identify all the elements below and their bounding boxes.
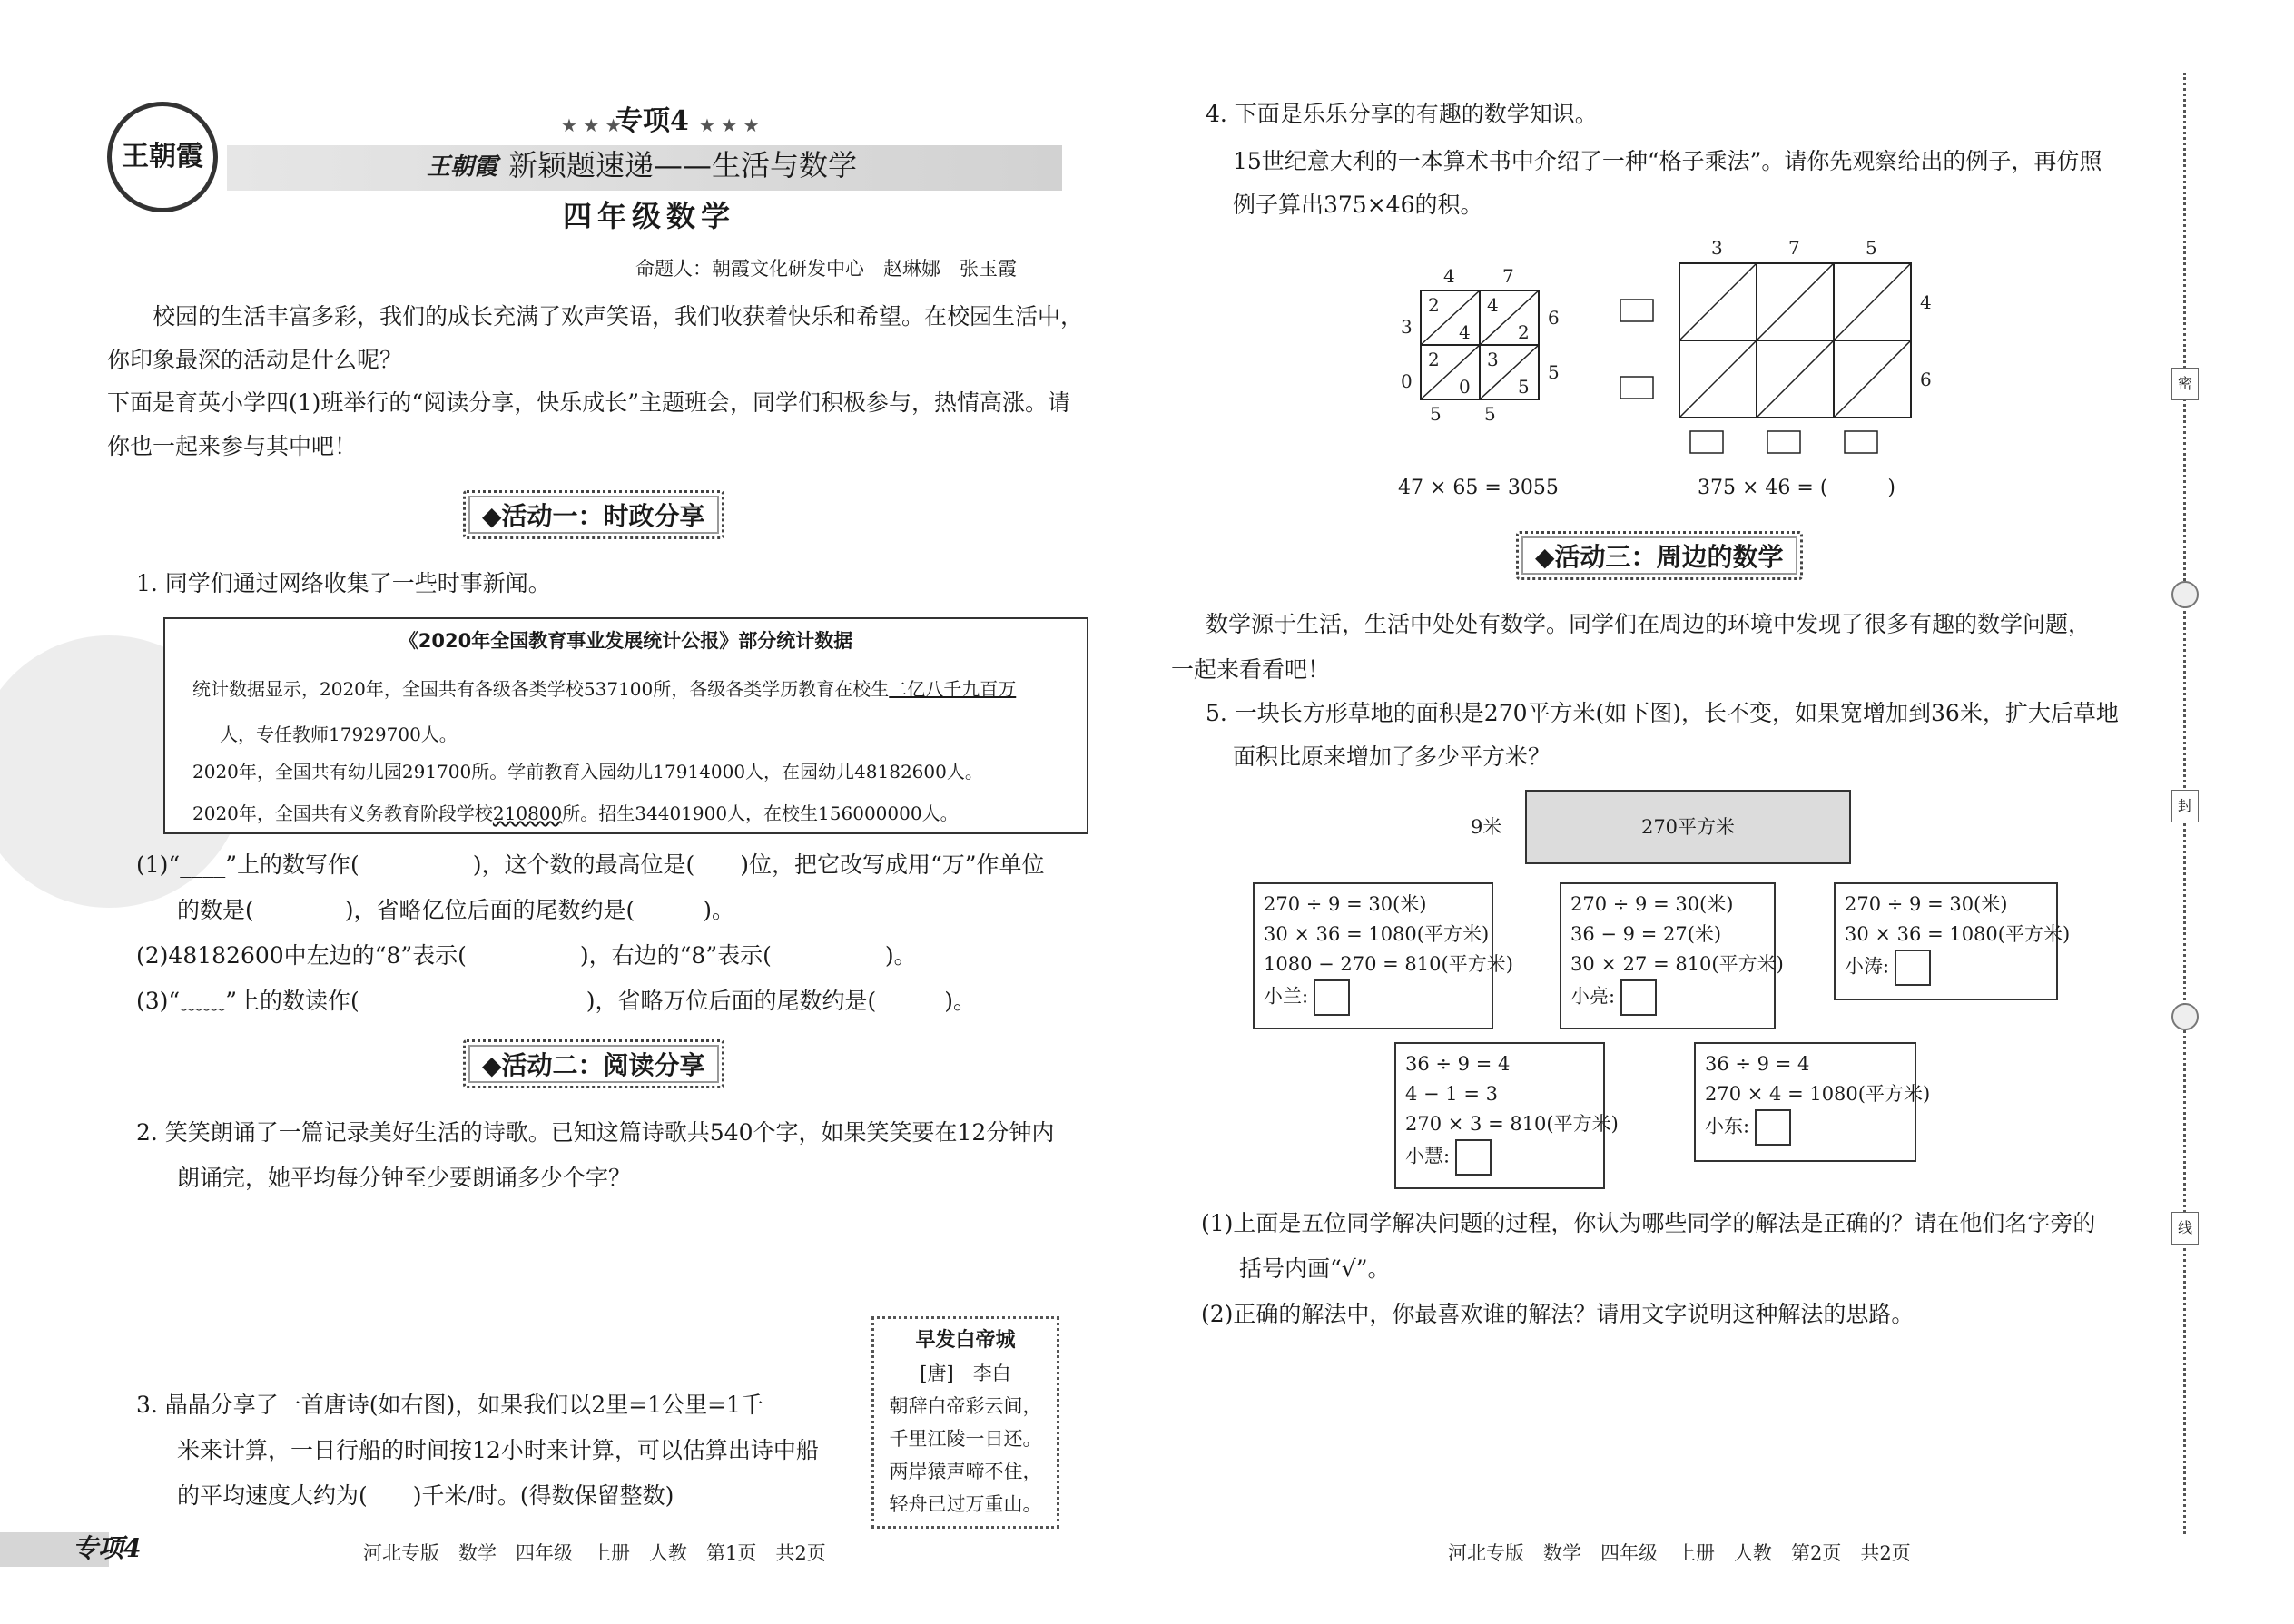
brand-small: 王朝霞 (427, 153, 498, 181)
solution-line: 30 × 36 = 1080(平方米) (1264, 923, 1490, 945)
lattice-blank-top-digit: 3 (1711, 237, 1723, 259)
news-item-3 (192, 799, 959, 825)
solution-line: 270 ÷ 9 = 30(米) (1570, 893, 1734, 915)
lattice-bottom-digit: 5 (1484, 403, 1496, 425)
poem-title: 早发白帝城 (915, 1329, 1016, 1352)
lattice-example (1384, 259, 1584, 440)
news-item-1-text-2: 人，专任教师17929700人。 (220, 723, 458, 745)
student-name: 小涛: (1845, 955, 1890, 978)
lattice-right-digit: 6 (1548, 307, 1560, 329)
solution-line: 1080 − 270 = 810(平方米) (1264, 953, 1513, 975)
grass-rectangle (1525, 790, 1851, 864)
poem-box (871, 1316, 1059, 1529)
student-name: 小兰: (1264, 985, 1309, 1008)
footer-topic: 专项4 (73, 1533, 142, 1563)
lattice-left-digit: 3 (1401, 316, 1413, 338)
question-5b: 面积比原来增加了多少平方米？ (1233, 743, 1551, 770)
lattice-cell-digit: 2 (1428, 349, 1440, 370)
solution-name-row (1264, 979, 1482, 1016)
activity-2-title: ◆活动二：阅读分享 (463, 1039, 724, 1088)
solution-box (1253, 882, 1513, 1029)
lattice-top-digit: 7 (1502, 265, 1514, 287)
solution-name-row (1570, 979, 1765, 1016)
series-title: 新颖题速递——生活与数学 (508, 148, 858, 182)
answer-checkbox[interactable] (1455, 1139, 1492, 1176)
news-item-3-text-2: 所。招生34401900人，在校生156000000人。 (562, 802, 959, 824)
question-4a: 4. 下面是乐乐分享的有趣的数学知识。 (1206, 101, 1598, 127)
news-item-1-text: 统计数据显示，2020年，全国共有各级各类学校537100所，各级各类学历教育在校生 (192, 678, 890, 700)
solution-line: 30 × 27 = 810(平方米) (1570, 953, 1784, 975)
student-name: 小东: (1705, 1115, 1750, 1137)
lattice-right-digit: 5 (1548, 361, 1560, 383)
solution-line: 270 × 4 = 1080(平方米) (1705, 1083, 1931, 1105)
news-item-2: 2020年，全国共有幼儿园291700所。学前教育入园幼儿17914000人，在园幼儿48182600人。 (192, 761, 983, 782)
news-title: 《2020年全国教育事业发展统计公报》部分统计数据 (399, 630, 853, 652)
question-5a: 5. 一块长方形草地的面积是270平方米(如下图)，长不变，如果宽增加到36米，扩大后草地 (1206, 700, 2119, 726)
intro-paragraph-1: 校园的生活丰富多彩，我们的成长充满了欢声笑语，我们收获着快乐和希望。在校园生活中，你印象最深的活动是什么呢？ (107, 303, 1084, 373)
solution-box (1560, 882, 1784, 1029)
poem-line-3: 两岸猿声啼不住， (889, 1461, 1042, 1482)
solution-name-row (1705, 1109, 1905, 1146)
lattice-cell-digit: 3 (1487, 349, 1499, 370)
news-item-1-underlined: 二亿八千九百万 (889, 678, 1017, 700)
topic-label: 专项4 (615, 105, 689, 137)
sub-question-1b: 的数是( )，省略亿位后面的尾数约是( )。 (177, 897, 735, 923)
news-item-3-text: 2020年，全国共有义务教育阶段学校 (192, 802, 493, 824)
news-box (163, 617, 1088, 834)
sub-question-2: (2)48182600中左边的“8”表示( )，右边的“8”表示( )。 (136, 942, 917, 969)
answer-checkbox[interactable] (1314, 979, 1350, 1016)
question-4b: 15世纪意大利的一本算术书中介绍了一种“格子乘法”。请你先观察给出的例子，再仿照 (1233, 148, 2102, 174)
solution-line: 36 ÷ 9 = 4 (1405, 1053, 1511, 1075)
lattice-example-equation: 47 × 65 = 3055 (1398, 477, 1559, 499)
lattice-blank-equation: 375 × 46 = ( ) (1698, 477, 1895, 499)
binding-hole-icon (2171, 581, 2199, 608)
solution-line: 270 × 3 = 810(平方米) (1405, 1113, 1619, 1135)
lattice-cell-digit: 5 (1518, 376, 1530, 398)
solution-name-row (1845, 950, 2047, 986)
grass-rectangle-area: 270平方米 (1640, 816, 1736, 838)
lattice-top-digit: 4 (1443, 265, 1455, 287)
topic-stars-left: ★ ★ ★ (561, 114, 622, 136)
lattice-cell-digit: 4 (1459, 321, 1471, 343)
question-5-sub-1b: 括号内画“√”。 (1239, 1255, 1391, 1282)
lattice-blank-top-digit: 7 (1788, 237, 1800, 259)
answer-checkbox[interactable] (1755, 1109, 1791, 1146)
poem-line-2: 千里江陵一日还。 (889, 1428, 1042, 1450)
lattice-blank-right-digit: 4 (1920, 291, 1932, 313)
grade-title: 四年级数学 (563, 199, 736, 233)
solution-line: 4 − 1 = 3 (1405, 1083, 1498, 1105)
question-2b: 朗诵完，她平均每分钟至少要朗诵多少个字？ (177, 1165, 632, 1191)
answer-checkbox[interactable] (1895, 950, 1931, 986)
question-1: 1. 同学们通过网络收集了一些时事新闻。 (136, 570, 551, 596)
question-3b: 米来计算，一日行船的时间按12小时来计算，可以估算出诗中船 (177, 1437, 819, 1463)
poem-line-4: 轻舟已过万重山。 (889, 1493, 1042, 1515)
solution-line: 36 − 9 = 27(米) (1570, 923, 1722, 945)
sub-question-3: (3)“﹏﹏”上的数读作( )，省略万位后面的尾数约是( )。 (136, 988, 976, 1014)
solution-name-row (1405, 1139, 1594, 1176)
solution-line: 270 ÷ 9 = 30(米) (1264, 893, 1427, 915)
question-4c: 例子算出375×46的积。 (1233, 192, 1483, 218)
question-5-sub-1a: (1)上面是五位同学解决问题的过程，你认为哪些同学的解法是正确的？请在他们名字旁的 (1201, 1210, 2096, 1236)
news-item-3-underlined: 210800 (492, 802, 563, 824)
footer-right: 河北专版 数学 四年级 上册 人教 第2页 共2页 (1448, 1542, 1911, 1564)
lattice-bottom-digit: 5 (1430, 403, 1442, 425)
student-name: 小慧: (1405, 1145, 1451, 1167)
question-3a: 3. 晶晶分享了一首唐诗(如右图)，如果我们以2里=1公里=1千 (136, 1392, 763, 1418)
margin-label-mi: 密 (2171, 368, 2199, 400)
lattice-blank-right-digit: 6 (1920, 369, 1932, 390)
activity-1-title: ◆活动一：时政分享 (463, 490, 724, 539)
rect-width-label: 9米 (1471, 816, 1502, 838)
solution-line: 36 ÷ 9 = 4 (1705, 1053, 1810, 1075)
binding-hole-icon (2171, 1003, 2199, 1030)
activity-3-intro-b: 一起来看看吧！ (1171, 656, 1331, 683)
solution-box (1834, 882, 2071, 1000)
intro-paragraph-2: 下面是育英小学四(1)班举行的“阅读分享，快乐成长”主题班会，同学们积极参与，热情高涨。请你也一起来参与其中吧！ (107, 389, 1070, 459)
lattice-blank-top-digit: 5 (1866, 237, 1877, 259)
logo-seal (107, 102, 218, 212)
lattice-blank (1616, 231, 1943, 458)
question-3c: 的平均速度大约为( )千米/时。(得数保留整数) (177, 1482, 674, 1509)
authors: 命题人：朝霞文化研发中心 赵琳娜 张玉霞 (635, 258, 1017, 280)
margin-label-xian: 线 (2171, 1212, 2199, 1245)
solution-line: 270 ÷ 9 = 30(米) (1845, 893, 2008, 915)
margin-label-feng: 封 (2171, 790, 2199, 822)
question-2a: 2. 笑笑朗诵了一篇记录美好生活的诗歌。已知这篇诗歌共540个字，如果笑笑要在12分钟内 (136, 1119, 1055, 1146)
logo-text: 王朝霞 (122, 141, 203, 172)
activity-3-title: ◆活动三：周边的数学 (1516, 531, 1803, 580)
question-5-sub-2: (2)正确的解法中，你最喜欢谁的解法？请用文字说明这种解法的思路。 (1201, 1301, 1915, 1327)
news-item-1 (192, 666, 1073, 757)
lattice-cell-digit: 4 (1487, 294, 1499, 316)
sub-question-1a: (1)“____”上的数写作( )，这个数的最高位是( )位，把它改写成用“万”作单位 (136, 851, 1045, 878)
poem-author: [唐] 李白 (920, 1363, 1011, 1384)
solution-line: 30 × 36 = 1080(平方米) (1845, 923, 2071, 945)
solution-box (1394, 1042, 1619, 1189)
answer-checkbox[interactable] (1620, 979, 1657, 1016)
lattice-cell-digit: 0 (1459, 376, 1471, 398)
lattice-cell-digit: 2 (1518, 321, 1530, 343)
topic-stars-right: ★ ★ ★ (699, 114, 760, 136)
lattice-left-digit: 0 (1401, 370, 1413, 392)
activity-3-intro-a: 数学源于生活，生活中处处有数学。同学们在周边的环境中发现了很多有趣的数学问题， (1206, 611, 2092, 637)
footer-left: 河北专版 数学 四年级 上册 人教 第1页 共2页 (363, 1542, 826, 1564)
lattice-cell-digit: 2 (1428, 294, 1440, 316)
solution-box (1694, 1042, 1931, 1162)
poem-line-1: 朝辞白帝彩云间， (889, 1395, 1042, 1417)
student-name: 小亮: (1570, 985, 1616, 1008)
